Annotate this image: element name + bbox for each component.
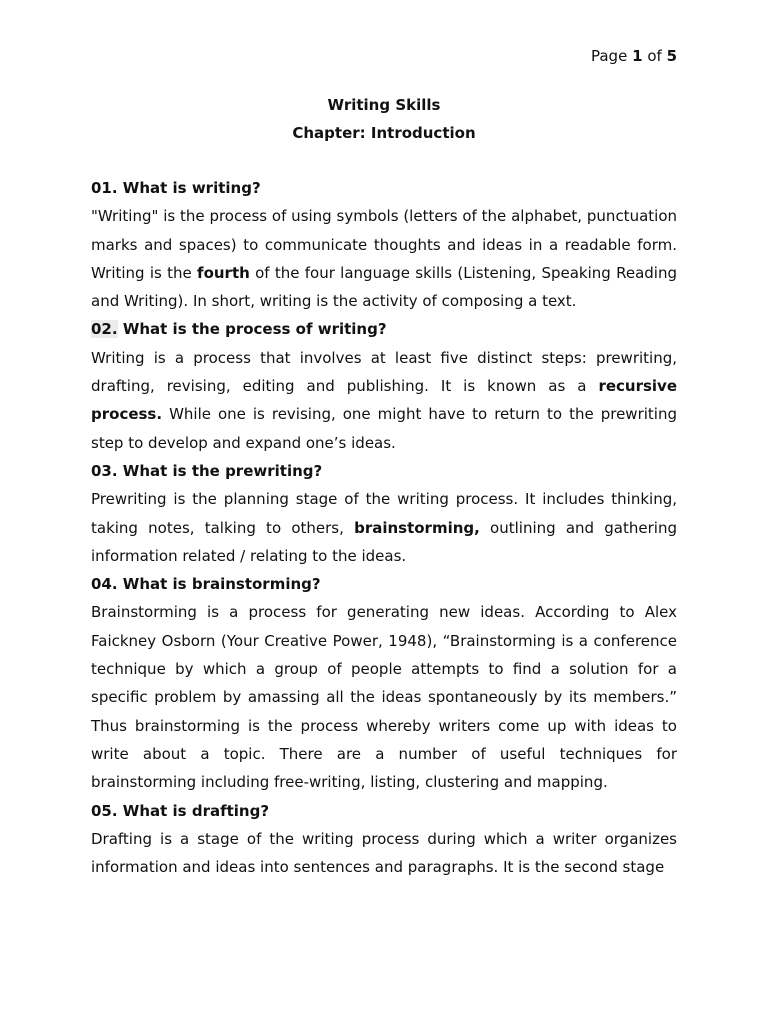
section-heading-5: 05. What is drafting?	[91, 801, 270, 820]
bold-term: brainstorming,	[354, 518, 480, 537]
section-heading-4: 04. What is brainstorming?	[91, 575, 321, 594]
page-number	[591, 46, 677, 66]
bold-term: fourth	[197, 263, 250, 282]
bold-term: recursive process.	[91, 377, 677, 424]
document-body	[91, 174, 677, 881]
section-paragraph-5: Drafting is a stage of the writing process during which a writer organizes information and ideas into sentences and paragraphs. It is the second stage	[91, 829, 677, 877]
chapter-title: Chapter: Introduction	[292, 124, 476, 142]
page-of: of	[647, 47, 662, 65]
paragraph-text: outlining and gathering information related / relating to the ideas.	[91, 518, 677, 565]
section-paragraph-3	[91, 485, 677, 570]
page-total: 5	[666, 47, 677, 65]
section-heading-3: 03. What is the prewriting?	[91, 461, 323, 480]
section-paragraph-1	[91, 202, 677, 315]
paragraph-text: While one is revising, one might have to return to the prewriting step to develop and expand one’s ideas.	[91, 405, 677, 452]
paragraph-text: of the four language skills (Listening, Speaking Reading and Writing). In short, writing is the activity of composing a text.	[91, 263, 677, 311]
page-label: Page	[590, 47, 628, 65]
highlighted-number: 02.	[91, 320, 118, 339]
document-title: Writing Skills	[327, 96, 441, 114]
page-current: 1	[632, 47, 643, 65]
heading-text: What is the process of writing?	[122, 320, 387, 339]
document-titles	[0, 91, 768, 147]
section-heading-2	[91, 315, 677, 343]
paragraph-text: "Writing" is the process of using symbols (letters of the alphabet, punctuation marks and spaces) to communicate thoughts and ideas in a readable form. Writing is the	[91, 207, 677, 282]
section-paragraph-4: Brainstorming is a process for generating new ideas. According to Alex Faickney Osborn (Your Creative Power, 1948), “Brainstorming is a conference technique by which a group of people attempts to find a solution for a specific problem by amassing all the ideas spontaneously by its members.” Thus brainstorming is the process whereby writers come up with ideas to write about a topic. There are a number of useful techniques for brainstorming including free-writing, listing, clustering and mapping.	[91, 603, 677, 792]
paragraph-text: Prewriting is the planning stage of the writing process. It includes thinking, taking notes, talking to others,	[91, 490, 677, 537]
section-paragraph-2	[91, 344, 677, 457]
paragraph-text: Writing is a process that involves at least five distinct steps: prewriting, drafting, revising, editing and publishing. It is known as a	[91, 348, 677, 396]
section-heading-1: 01. What is writing?	[91, 179, 261, 197]
